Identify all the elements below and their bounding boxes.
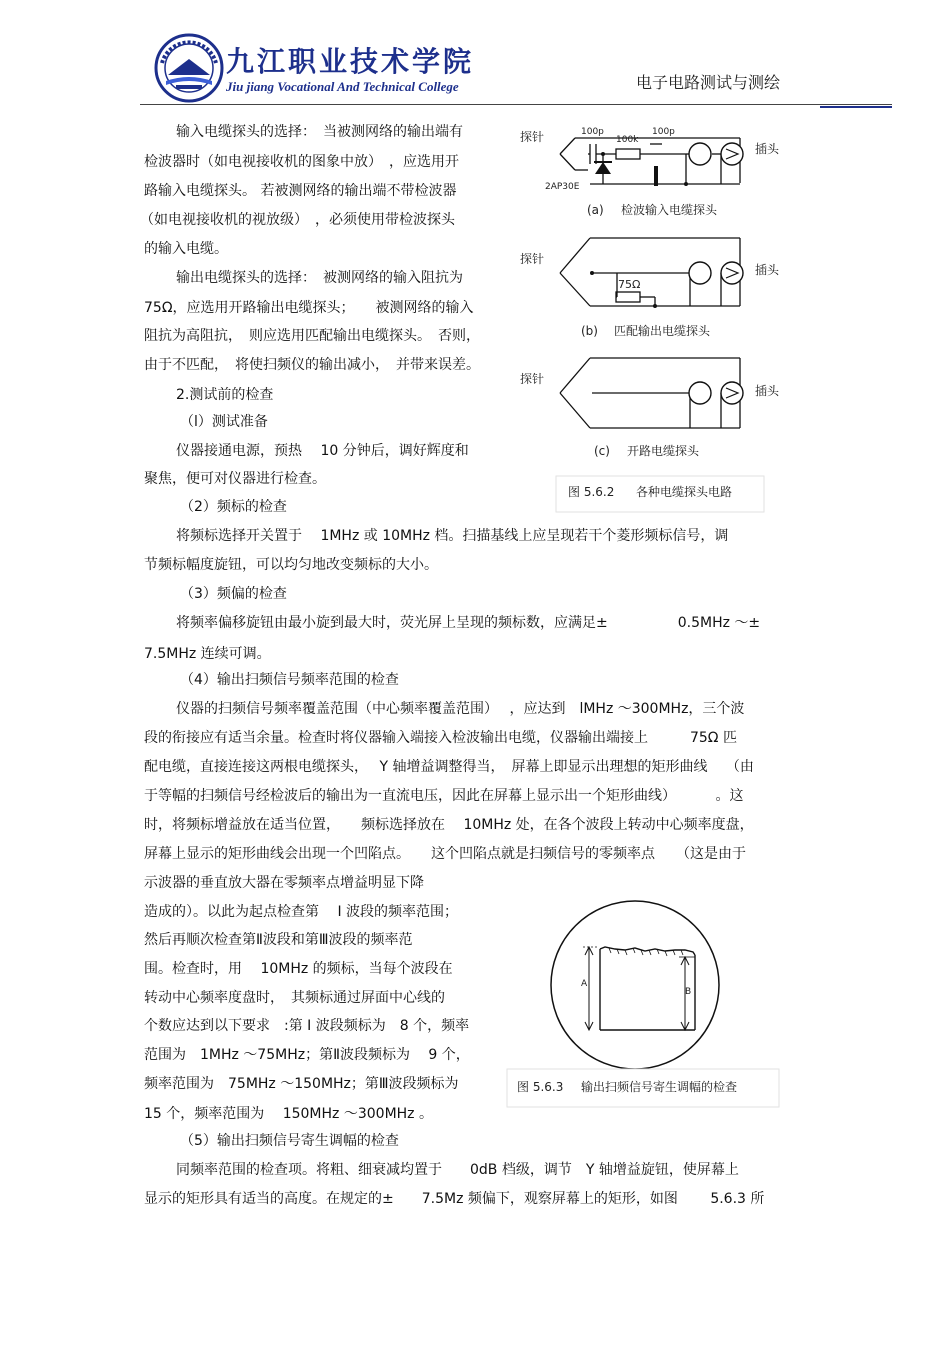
probe-label-a: 探针 <box>520 130 545 144</box>
subfig-b-letter: (b) <box>581 324 598 338</box>
text-line: 将频率偏移旋钮由最小旋到最大时，荧光屏上呈现的频标数，应满足± 0.5MHz ～± <box>176 615 761 631</box>
text-line: 造成的）。以此为起点检查第 I 波段的频率范围； <box>144 904 459 920</box>
text-line: 输入电缆探头的选择： 当被测网络的输出端有 <box>176 124 463 140</box>
text-line: 转动中心频率度盘时， 其频标通过屏面中心线的 <box>144 990 445 1006</box>
subfig-c-caption: 开路电缆探头 <box>627 444 700 458</box>
text-line: 聚焦，便可对仪器进行检查。 <box>144 471 326 487</box>
cap-label-left: 100p <box>581 127 604 137</box>
text-line: 节频标幅度旋钮，可以均匀地改变频标的大小。 <box>144 557 438 573</box>
cap-label-right: 100p <box>652 127 675 137</box>
probe-label-c: 探针 <box>520 372 545 386</box>
subfig-b-caption: 匹配输出电缆探头 <box>614 324 711 338</box>
subsection-heading: （l）测试准备 <box>180 414 268 430</box>
text-line: 7.5MHz 连续可调。 <box>144 646 271 662</box>
plug-label-a: 插头 <box>755 142 780 156</box>
resistor-label-75: 75Ω <box>618 278 641 291</box>
course-title: 电子电路测试与测绘 <box>636 73 781 92</box>
plug-label-c: 插头 <box>755 384 780 398</box>
text-line: 75Ω，应选用开路输出电缆探头； 被测网络的输入 <box>144 300 474 316</box>
subsection-heading: （4）输出扫频信号频率范围的检查 <box>180 672 399 688</box>
subfig-a-letter: (a) <box>587 203 604 217</box>
text-line: （如电视接收机的视放级） ，必须使用带检波探头 <box>140 212 455 228</box>
diode-label: 2AP30E <box>545 182 580 192</box>
text-line: 仪器的扫频信号频率覆盖范围（中心频率覆盖范围） ，应达到 lMHz ～300MHz，三个波 <box>176 701 745 717</box>
text-line: 屏幕上显示的矩形曲线会出现一个凹陷点。 这个凹陷点就是扫频信号的零频率点 （这是由于 <box>144 846 746 862</box>
plug-label-b: 插头 <box>755 263 780 277</box>
text-line: 频率范围为 75MHz ～150MHz；第Ⅲ波段频标为 <box>144 1076 459 1092</box>
college-logo <box>154 33 224 103</box>
text-line: 时，将频标增益放在适当位置， 频标选择放在 10MHz 处，在各个波段上转动中心频率度盘， <box>144 817 754 833</box>
college-name-cn: 九江职业技术学院 <box>226 45 475 78</box>
dimension-label-a: A <box>581 979 588 989</box>
section-heading: 2.测试前的检查 <box>176 387 274 403</box>
text-line: 检波器时（如电视接收机的图象中放） ，应选用开 <box>144 154 459 170</box>
text-line: 段的衔接应有适当余量。检查时将仪器输入端接入检波输出电缆，仪器输出端接上 75Ω 匹 <box>144 730 737 746</box>
text-line: 路输入电缆探头。 若被测网络的输出端不带检波器 <box>144 183 457 199</box>
subfig-c-letter: (c) <box>594 444 610 458</box>
text-line: 于等幅的扫频信号经检波后的输出为一直流电压，因此在屏幕上显示出一个矩形曲线） 。这 <box>144 788 744 804</box>
header-rule-accent <box>820 106 892 108</box>
text-line: 输出电缆探头的选择： 被测网络的输入阻抗为 <box>176 270 463 286</box>
text-line: 显示的矩形具有适当的高度。在规定的± 7.5Mz 频偏下，观察屏幕上的矩形，如图 5.6.3 所 <box>144 1191 765 1207</box>
text-line: 配电缆，直接连接这两根电缆探头， Y 轴增益调整得当， 屏幕上即显示出理想的矩形曲线 （由 <box>144 759 754 775</box>
figure-number: 图 5.6.3 <box>517 1080 564 1094</box>
text-line: 然后再顺次检查第Ⅱ波段和第Ⅲ波段的频率范 <box>144 932 413 948</box>
text-line: 的输入电缆。 <box>144 241 228 257</box>
text-line: 由于不匹配， 将使扫频仪的输出减小， 并带来误差。 <box>144 357 480 373</box>
subsection-heading: （2）频标的检查 <box>180 499 287 515</box>
subsection-heading: （3）频偏的检查 <box>180 586 287 602</box>
text-line: 个数应达到以下要求 :第 I 波段频标为 8 个，频率 <box>144 1018 470 1034</box>
text-line: 围。检查时，用 10MHz 的频标，当每个波段在 <box>144 961 453 977</box>
dimension-label-b: B <box>685 987 692 997</box>
text-line: 15 个，频率范围为 150MHz ～300MHz 。 <box>144 1106 433 1122</box>
text-line: 仪器接通电源，预热 10 分钟后，调好辉度和 <box>176 443 469 459</box>
text-line: 范围为 1MHz ～75MHz；第Ⅱ波段频标为 9 个， <box>144 1047 470 1063</box>
subfig-a-caption: 检波输入电缆探头 <box>621 203 718 217</box>
college-name-en: Jiu jiang Vocational And Technical College <box>226 79 459 94</box>
text-line: 阻抗为高阻抗， 则应选用匹配输出电缆探头。 否则， <box>144 328 480 344</box>
text-line: 将频标选择开关置于 1MHz 或 10MHz 档。扫描基线上应呈现若干个菱形频标信号，调 <box>176 528 729 544</box>
figure-5-6-3 <box>505 895 785 1115</box>
page-header <box>0 0 950 110</box>
text-line: 同频率范围的检查项。将粗、细衰减均置于 0dB 档级，调节 Y 轴增益旋钮，使屏幕上 <box>176 1162 739 1178</box>
subsection-heading: （5）输出扫频信号寄生调幅的检查 <box>180 1133 399 1149</box>
figure-caption: 输出扫频信号寄生调幅的检查 <box>581 1080 738 1094</box>
figure-number: 图 5.6.2 <box>568 485 615 499</box>
probe-label-b: 探针 <box>520 252 545 266</box>
resistor-label-100k: 100k <box>616 135 639 145</box>
figure-5-6-2 <box>510 118 780 518</box>
figure-caption: 各种电缆探头电路 <box>636 485 733 499</box>
text-line: 示波器的垂直放大器在零频率点增益明显下降 <box>144 875 424 891</box>
header-rule <box>140 104 892 105</box>
